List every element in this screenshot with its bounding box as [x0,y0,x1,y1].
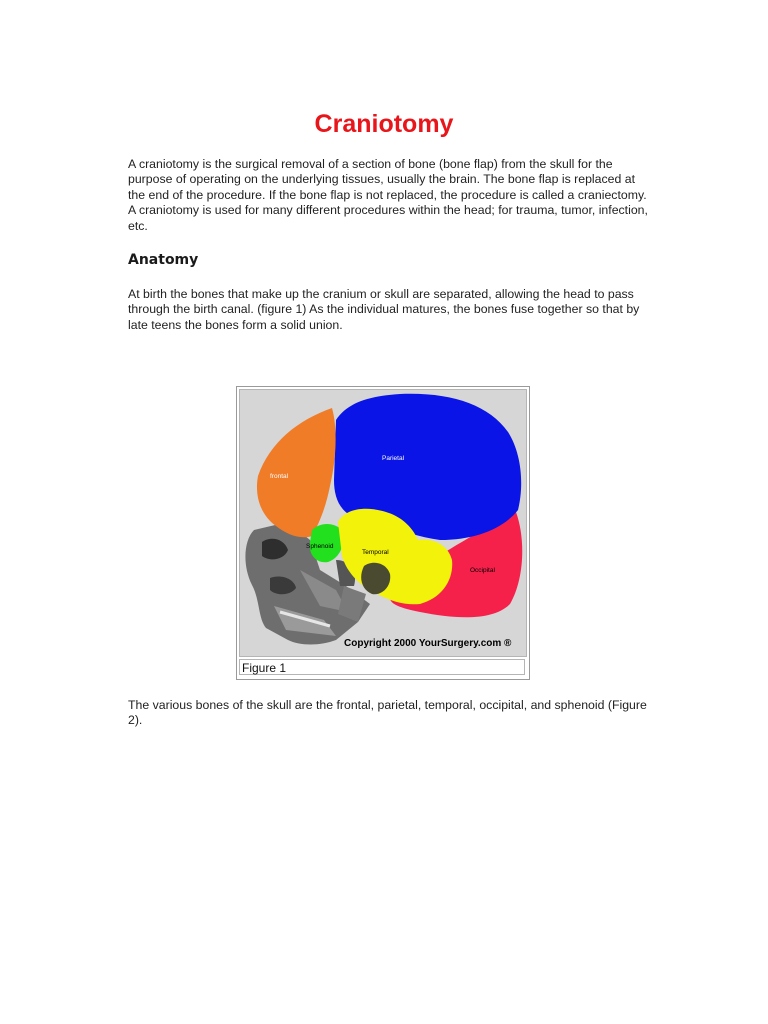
intro-paragraph: A craniotomy is the surgical removal of a section of bone (bone flap) from the skull for the purpose of operating on the underlying tissues, usually the brain. The bone flap is replaced at the end of the procedure. If the bone flap is not replaced, the procedure is called a craniectomy. A craniotomy is used for many different procedures within the head; for trauma, tumor, infection, etc. [128,157,648,233]
copyright-notice: Copyright 2000 YourSurgery.com ® [344,638,512,649]
figure-table [236,386,530,680]
skull-diagram [240,390,526,656]
label-parietal: Parietal [382,455,405,462]
label-occipital: Occipital [470,567,495,574]
anatomy-paragraph: At birth the bones that make up the cranium or skull are separated, allowing the head to pass through the birth canal. (figure 1) As the individual matures, the bones fuse together so that by late teens the bones form a solid union. [128,287,640,332]
label-frontal: frontal [270,473,289,480]
page-title: Craniotomy [314,110,454,138]
frontal-bone [257,408,336,537]
label-sphenoid: Sphenoid [306,543,334,550]
bones-paragraph: The various bones of the skull are the frontal, parietal, temporal, occipital, and sphenoid (Figure 2). [128,698,647,728]
label-temporal: Temporal [362,549,389,556]
skull-diagram-image [239,389,527,657]
figure-caption: Figure 1 [239,659,525,675]
section-heading-anatomy: Anatomy [128,252,199,268]
